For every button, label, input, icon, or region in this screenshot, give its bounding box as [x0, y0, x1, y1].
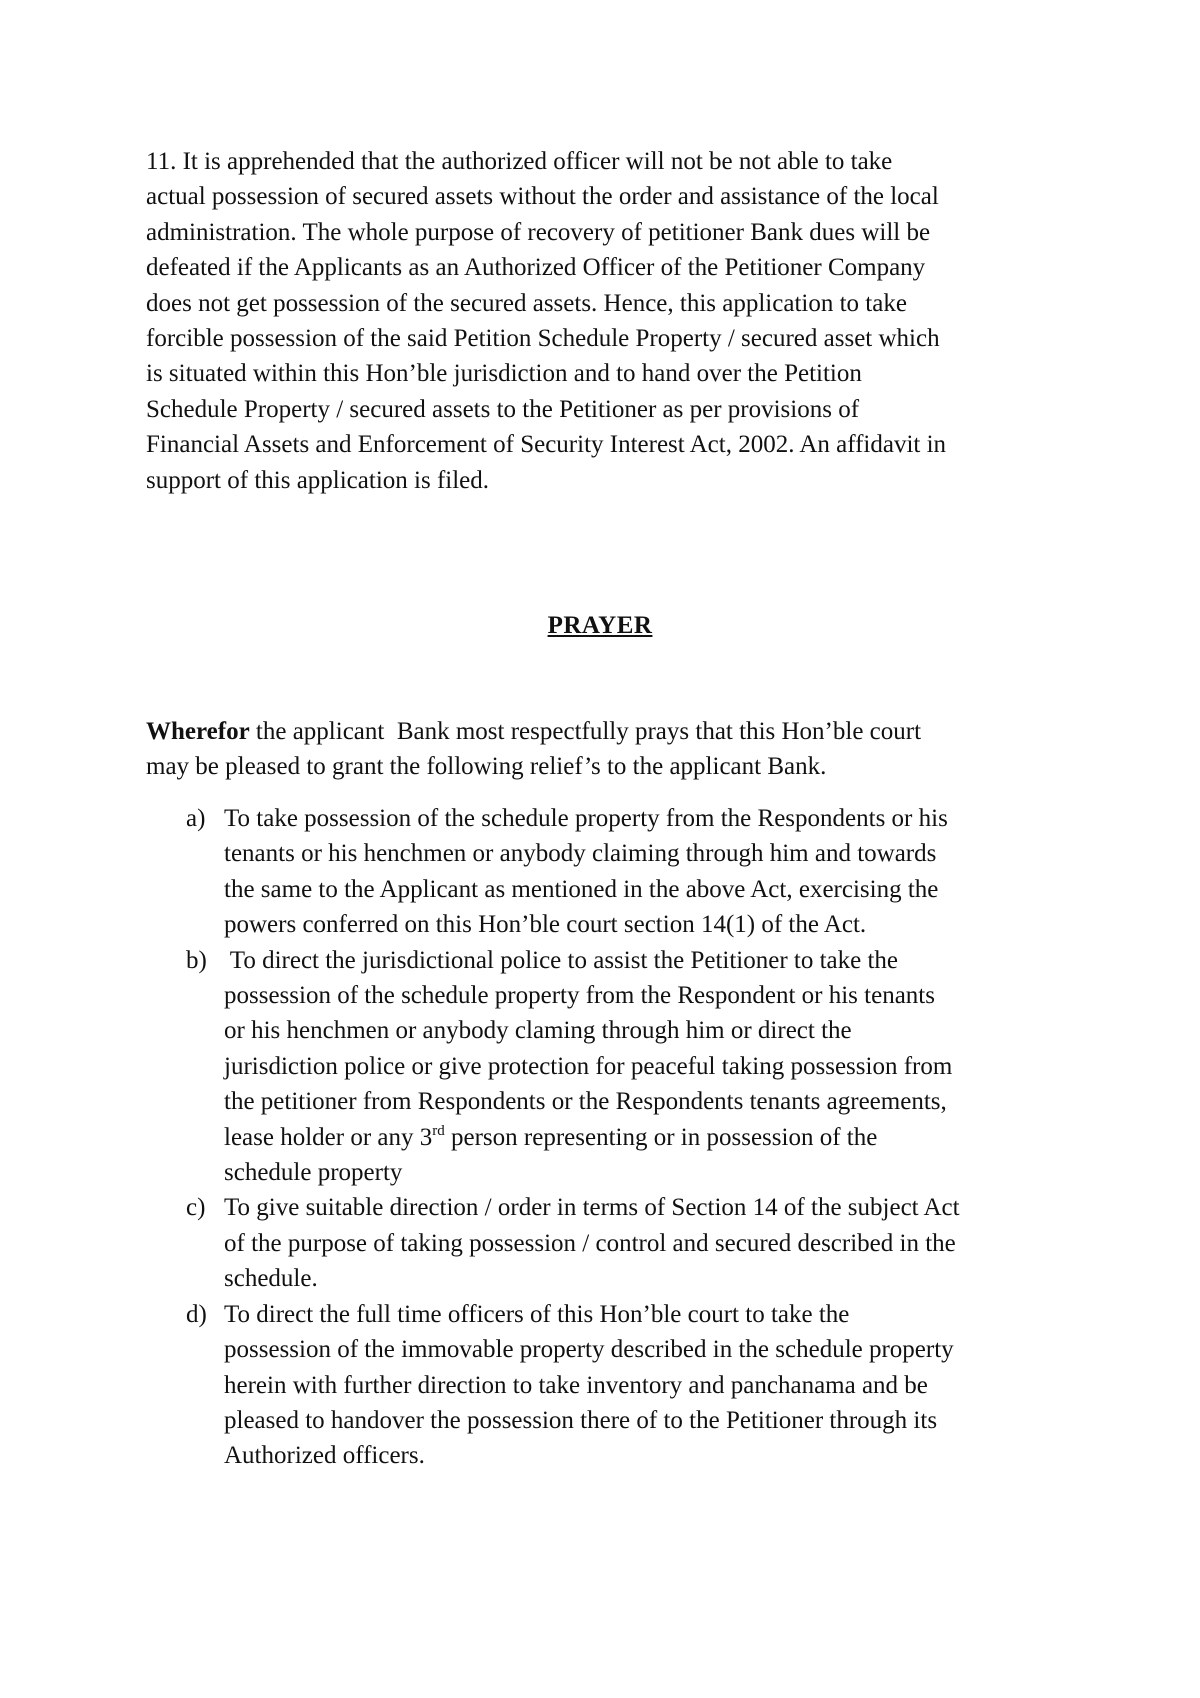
- list-marker: a): [186, 805, 206, 832]
- list-item-line: tenants or his henchmen or anybody claiming through him and towards: [224, 840, 937, 868]
- list-item-d: [146, 1297, 1076, 1474]
- list-item-line: schedule.: [224, 1265, 318, 1293]
- list-marker: c): [186, 1194, 206, 1222]
- paragraph-line: is situated within this Hon’ble jurisdiction and to hand over the Petition: [146, 360, 862, 388]
- paragraph-line: administration. The whole purpose of recovery of petitioner Bank dues will be: [146, 218, 931, 246]
- prayer-intro: [146, 714, 1076, 785]
- list-item-line: Authorized officers.: [224, 1442, 425, 1470]
- prayer-intro-line1-rest: the applicant Bank most respectfully prays that this Hon’ble court: [249, 718, 922, 745]
- list-item-line: possession of the immovable property described in the schedule property: [224, 1336, 954, 1364]
- list-item-line: To direct the full time officers of this Hon’ble court to take the: [224, 1300, 850, 1328]
- prayer-heading: PRAYER: [547, 612, 653, 639]
- paragraph-line: defeated if the Applicants as an Authorized Officer of the Petitioner Company: [146, 254, 926, 282]
- list-item-line: [224, 1120, 1076, 1155]
- line-text-after-sup: person representing or in possession of the: [444, 1123, 878, 1151]
- line-text-before-sup: lease holder or any 3: [224, 1123, 433, 1151]
- prayer-list: [146, 801, 1076, 1474]
- paragraph-line: does not get possession of the secured assets. Hence, this application to take: [146, 289, 907, 317]
- list-item-line: schedule property: [224, 1159, 403, 1187]
- prayer-intro-line: may be pleased to grant the following relief’s to the applicant Bank.: [146, 753, 827, 781]
- paragraph-line: 11. It is apprehended that the authorized officer will not be not able to take: [146, 148, 893, 175]
- list-item-line: the petitioner from Respondents or the Respondents tenants agreements,: [224, 1088, 947, 1116]
- list-item-line: powers conferred on this Hon’ble court section 14(1) of the Act.: [224, 911, 867, 939]
- list-item-line: possession of the schedule property from the Respondent or his tenants: [224, 982, 935, 1010]
- list-item-b: [146, 943, 1076, 1191]
- list-marker: d): [186, 1300, 207, 1328]
- list-item-line: To direct the jurisdictional police to assist the Petitioner to take the: [224, 946, 899, 974]
- list-item-line: To take possession of the schedule property from the Respondents or his: [224, 805, 948, 832]
- list-item-line: of the purpose of taking possession / control and secured described in the: [224, 1229, 956, 1257]
- paragraph-line: Financial Assets and Enforcement of Security Interest Act, 2002. An affidavit in: [146, 431, 947, 459]
- prayer-intro-line: [146, 714, 1076, 749]
- list-marker: b): [186, 946, 207, 974]
- paragraph-11: [146, 144, 1076, 498]
- paragraph-line: Schedule Property / secured assets to the Petitioner as per provisions of: [146, 395, 860, 423]
- prayer-intro-bold-word: Wherefor: [146, 718, 250, 745]
- list-item-line: pleased to handover the possession there of to the Petitioner through its: [224, 1406, 938, 1434]
- ordinal-superscript: rd: [432, 1122, 445, 1139]
- list-item-a: [146, 801, 1076, 943]
- paragraph-line: actual possession of secured assets without the order and assistance of the local: [146, 183, 939, 211]
- list-item-line: To give suitable direction / order in terms of Section 14 of the subject Act: [224, 1194, 960, 1222]
- list-item-c: [146, 1190, 1076, 1296]
- list-item-line: herein with further direction to take inventory and panchanama and be: [224, 1371, 928, 1399]
- list-item-line: jurisdiction police or give protection for peaceful taking possession from: [224, 1052, 953, 1080]
- list-item-line: or his henchmen or anybody claming through him or direct the: [224, 1017, 852, 1045]
- paragraph-line: support of this application is filed.: [146, 466, 490, 494]
- list-item-line: the same to the Applicant as mentioned in the above Act, exercising the: [224, 875, 939, 903]
- paragraph-line: forcible possession of the said Petition Schedule Property / secured asset which: [146, 325, 940, 353]
